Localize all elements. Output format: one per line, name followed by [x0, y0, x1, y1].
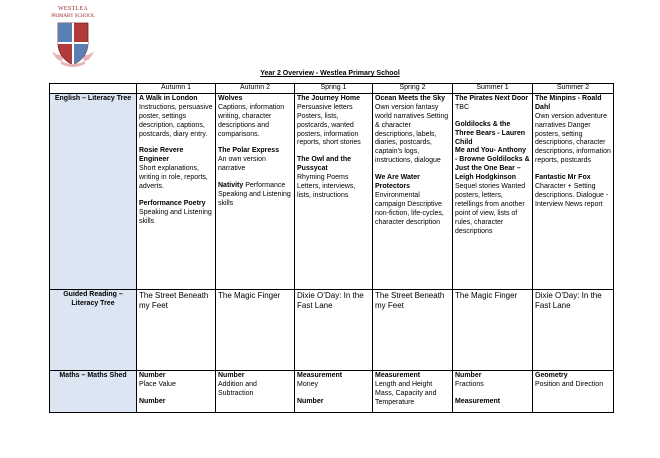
cell-spacer — [535, 166, 611, 174]
cell-description: Length and Height Mass, Capacity and Temperature — [375, 380, 437, 406]
table-cell — [137, 370, 216, 412]
table-cell — [533, 370, 614, 412]
column-header: Spring 2 — [373, 84, 453, 94]
column-header: Autumn 2 — [216, 84, 295, 94]
table-cell — [137, 289, 216, 370]
column-header: Summer 2 — [533, 84, 614, 94]
cell-heading: The Owl and the Pussycat — [297, 156, 352, 173]
cell-heading: Number — [218, 371, 245, 379]
cell-description: Short explanations, writing in role, reports, adverts. — [139, 165, 208, 191]
cell-spacer — [297, 390, 370, 398]
book-title: Dixie O’Day: In the Fast Lane — [535, 290, 602, 310]
overview-table — [49, 83, 614, 413]
cell-heading: Geometry — [535, 371, 568, 379]
cell-spacer — [218, 139, 292, 147]
cell-spacer — [455, 113, 530, 121]
cell-spacer — [297, 148, 370, 156]
book-title: The Magic Finger — [218, 290, 281, 300]
cell-heading: We Are Water Protectors — [375, 174, 420, 191]
cell-heading: Performance Poetry — [139, 199, 206, 207]
cell-heading: Number — [297, 397, 324, 405]
table-cell — [373, 289, 453, 370]
school-logo — [38, 4, 108, 70]
cell-text — [218, 182, 292, 209]
cell-spacer — [218, 174, 292, 182]
table-cell — [453, 289, 533, 370]
table-cell — [216, 289, 295, 370]
cell-heading: Measurement — [297, 371, 343, 379]
cell-spacer — [139, 139, 213, 147]
cell-description: Money — [297, 380, 319, 388]
subject-label: Guided Reading – Literacy Tree — [50, 289, 137, 370]
cell-heading: The Polar Express — [218, 147, 280, 155]
cell-heading: The Pirates Next Door — [455, 94, 529, 102]
cell-description: TBC — [455, 103, 469, 111]
header-corner-cell — [50, 84, 137, 94]
table-cell — [453, 370, 533, 412]
table-cell — [295, 93, 373, 289]
table-cell — [453, 93, 533, 289]
cell-description: An own version narrative — [218, 156, 266, 173]
book-title: Dixie O’Day: In the Fast Lane — [297, 290, 364, 310]
cell-description: Place Value — [139, 380, 176, 388]
cell-heading: Nativity — [218, 182, 244, 190]
subject-label: Maths – Maths Shed — [50, 370, 137, 412]
cell-heading: Number — [139, 397, 166, 405]
cell-description: Position and Direction — [535, 380, 604, 388]
cell-description: Addition and Subtraction — [218, 380, 257, 397]
cell-heading: Measurement — [455, 397, 501, 405]
book-title: The Street Beneath my Feet — [139, 290, 209, 310]
cell-heading: Ocean Meets the Sky — [375, 94, 446, 102]
table-cell — [373, 370, 453, 412]
header-row — [50, 84, 614, 94]
table-row — [50, 93, 614, 289]
cell-description: Character + Setting descriptions. Dialogue - Interview News report — [535, 183, 609, 208]
cell-heading: Me and You- Anthony - Browne Goldilocks & Just the One Bear – Leigh Hodgkinson — [455, 147, 530, 182]
cell-description: Performance Speaking and Listening skills — [218, 182, 291, 207]
cell-spacer — [375, 166, 450, 174]
cell-description: Captions, information writing, character descriptions and comparisons. — [218, 103, 285, 138]
cell-heading: The Minpins - Roald Dahl — [535, 94, 602, 111]
logo-school-subtitle: PRIMARY SCHOOL — [51, 14, 95, 19]
table-cell — [295, 370, 373, 412]
school-crest-icon — [50, 21, 96, 69]
cell-description: Rhyming Poems Letters, interviews, lists, instructions — [297, 174, 356, 199]
table-cell — [295, 289, 373, 370]
table-cell — [216, 93, 295, 289]
cell-description: Speaking and Listening skills — [139, 208, 212, 225]
cell-heading: Number — [455, 371, 482, 379]
table-cell — [533, 289, 614, 370]
cell-heading: Wolves — [218, 94, 243, 102]
cell-heading: Number — [139, 371, 166, 379]
cell-description: Own version fantasy world narratives Setting & character descriptions, labels, diaries, postcards, captain's logs, instructions, dialogue — [375, 103, 449, 165]
cell-heading: Rosie Revere Engineer — [139, 147, 184, 164]
cell-heading: A Walk in London — [139, 94, 198, 102]
column-header: Autumn 1 — [137, 84, 216, 94]
cell-heading: Fantastic Mr Fox — [535, 174, 591, 182]
table-cell — [137, 93, 216, 289]
table-cell — [373, 93, 453, 289]
cell-description: Persuasive letters Posters, lists, postcards, wanted posters, information reports, short stories — [297, 103, 361, 147]
document-title: Year 2 Overview - Westlea Primary School — [260, 70, 400, 77]
table-cell — [216, 370, 295, 412]
cell-spacer — [139, 390, 213, 398]
cell-description: Sequel stories Wanted posters, letters, retellings from another point of view, lists of rules, character descriptions — [455, 183, 526, 235]
cell-heading: The Journey Home — [297, 94, 361, 102]
subject-label: English – Literacy Tree — [50, 93, 137, 289]
cell-description: Instructions, persuasive poster, settings description, captions, postcards, diary entry. — [139, 103, 213, 138]
logo-school-name: WESTLEA — [57, 6, 89, 12]
book-title: The Magic Finger — [455, 290, 518, 300]
cell-description: Fractions — [455, 380, 484, 388]
column-header: Summer 1 — [453, 84, 533, 94]
book-title: The Street Beneath my Feet — [375, 290, 445, 310]
cell-description: Own version adventure narratives Danger posters, setting descriptions, character descriptions, information reports, postcards — [535, 112, 611, 165]
cell-heading: Goldilocks & the Three Bears - Lauren Child — [455, 120, 526, 146]
column-header: Spring 1 — [295, 84, 373, 94]
cell-spacer — [455, 390, 530, 398]
table-cell — [533, 93, 614, 289]
table-row — [50, 289, 614, 370]
cell-description: Environmental campaign Descriptive non-fiction, life-cycles, character description — [375, 191, 444, 226]
table-row — [50, 370, 614, 412]
cell-heading: Measurement — [375, 371, 421, 379]
cell-spacer — [139, 192, 213, 200]
